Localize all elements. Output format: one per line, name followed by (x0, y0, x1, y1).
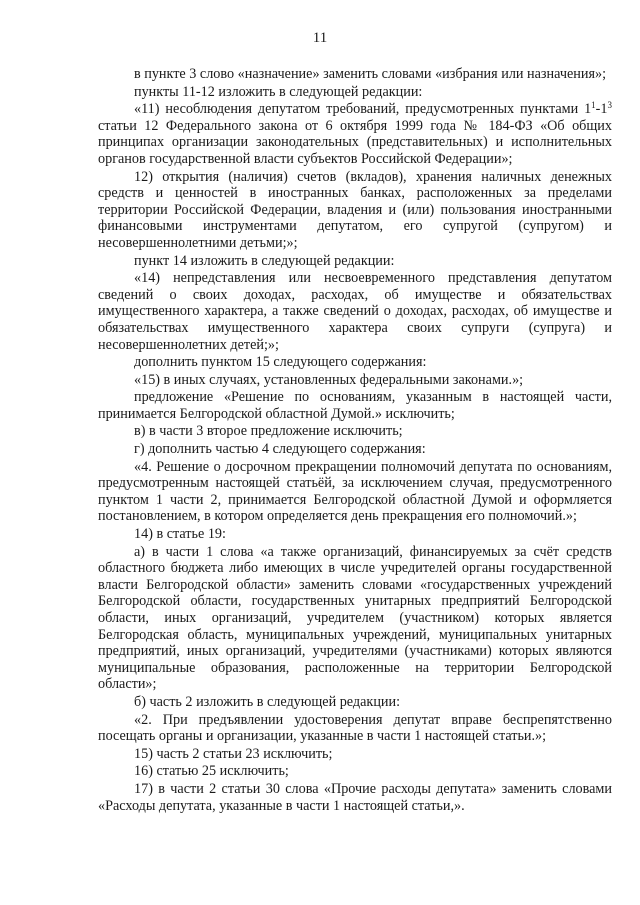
document-body (98, 66, 612, 815)
paragraph: в) в части 3 второе предложение исключить; (134, 423, 403, 440)
paragraph: 16) статью 25 исключить; (134, 763, 289, 780)
superscript: 1 (591, 100, 596, 111)
paragraph: г) дополнить частью 4 следующего содержания: (134, 441, 426, 458)
superscript: 3 (607, 100, 612, 111)
paragraph: 17) в части 2 статьи 30 слова «Прочие расходы депутата» заменить словами «Расходы депутата, указанные в части 1 настоящей статьи,». (98, 780, 612, 814)
paragraph: 12) открытия (наличия) счетов (вкладов), хранения наличных денежных средств и ценностей в иностранных банках, расположенных за пределами территории Российской Федерации, владения и (или) пользования иностранными финансовыми инструментами депутатом, его супругой (супругом) и несовершеннолетними детьми;»; (98, 168, 612, 251)
paragraph-text: «11) несоблюдения депутатом требований, предусмотренных пунктами 1 (134, 101, 592, 118)
paragraph: «15) в иных случаях, установленных федеральными законами.»; (134, 371, 524, 388)
paragraph-text: -1 (595, 101, 608, 118)
paragraph: пункты 11-12 изложить в следующей редакции: (134, 83, 423, 100)
paragraph: 15) часть 2 статьи 23 исключить; (134, 745, 333, 762)
paragraph: пункт 14 изложить в следующей редакции: (134, 252, 395, 269)
paragraph: в пункте 3 слово «назначение» заменить словами «избрания или назначения»; (134, 66, 607, 82)
paragraph: 14) в статье 19: (134, 526, 226, 543)
paragraph: а) в части 1 слова «а также организаций, финансируемых за счёт средств областного бюджета либо имеющих в числе учредителей органы государственной власти Белгородской области» заменить словами «государственных учреждений Белгородской области, государственных унитарных предприятий Белгородской области, иных организаций, учредителем (участником) которых является Белгородская область, муниципальных учреждений, муниципальных унитарных предприятий, иных организаций, учредителями (участниками) которых являются муниципальные образования, расположенные на территории Белгородской области»; (98, 543, 612, 693)
paragraph: «14) непредставления или несвоевременного представления депутатом сведений о своих доходах, расходах, об имуществе и обязательствах имущественного характера, а также сведений о доходах, расходах, об имуществе и обязательствах имущественного характера своих супруги (супруга) и несовершеннолетних детей;»; (98, 270, 612, 353)
paragraph: предложение «Решение по основаниям, указанным в настоящей части, принимается Белгородской областной Думой.» исключить; (98, 389, 612, 422)
paragraph: «4. Решение о досрочном прекращении полномочий депутата по основаниям, предусмотренным настоящей статьёй, за исключением случая, предусмотренного пунктом 1 части 2, принимается Белгородской областной Думой и оформляется постановлением, в котором определяется день прекращения его полномочий.»; (98, 458, 612, 525)
paragraph: «2. При предъявлении удостоверения депутат вправе беспрепятственно посещать органы и организации, указанные в части 1 настоящей статьи.»; (98, 711, 612, 745)
paragraph: б) часть 2 изложить в следующей редакции: (134, 693, 401, 710)
paragraph-text: статьи 12 Федерального закона от 6 октября 1999 года № 184-ФЗ «Об общих принципах организации законодательных (представительных) и исполнительных органов государственной власти субъектов Российской Федерации»; (98, 117, 612, 167)
paragraph: дополнить пунктом 15 следующего содержания: (134, 354, 427, 371)
paragraph-with-superscripts (98, 101, 612, 167)
page-number: 11 (312, 30, 328, 46)
